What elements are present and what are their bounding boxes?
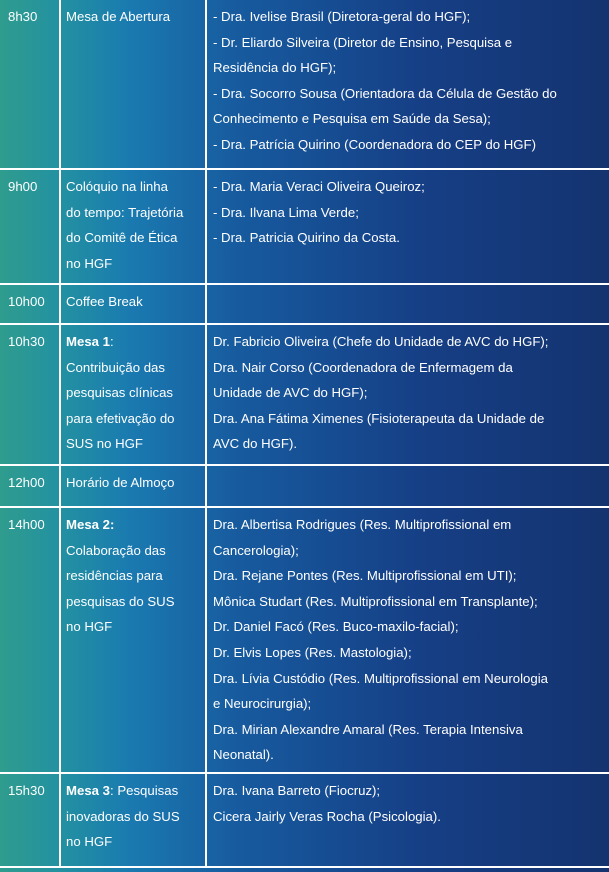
- session-title-text: Horário de Almoço: [66, 475, 175, 490]
- session-title-line: [66, 406, 202, 432]
- session-time: 14h00: [8, 517, 45, 532]
- session-title-text: pesquisas do SUS: [66, 593, 175, 609]
- session-participants: [206, 508, 609, 772]
- session-title: [60, 325, 206, 464]
- session-participants: [206, 0, 609, 168]
- session-title-line: [66, 470, 202, 496]
- session-title-text: do tempo: Trajetória: [66, 204, 184, 220]
- session-participants: [206, 325, 609, 464]
- session-title: [60, 774, 206, 866]
- row-divider: [0, 772, 609, 774]
- schedule-row: [0, 466, 609, 506]
- row-divider: [0, 168, 609, 170]
- column-divider-time: [59, 0, 61, 868]
- schedule-row: [0, 285, 609, 323]
- participant-line: - Dr. Eliardo Silveira (Diretor de Ensino, Pesquisa e: [213, 34, 513, 50]
- session-title-line: [66, 512, 202, 538]
- participant-line: Dra. Lívia Custódio (Res. Multiprofissional em Neurologia: [213, 670, 548, 686]
- session-title-line: [66, 4, 202, 30]
- participant-line: - Dra. Ivelise Brasil (Diretora-geral do HGF);: [213, 9, 471, 24]
- session-title-line: [66, 200, 202, 226]
- session-title-line: [66, 380, 202, 406]
- participant-line: - Dra. Patricia Quirino da Costa.: [213, 230, 400, 246]
- session-participants: [206, 170, 609, 283]
- schedule-row: [0, 325, 609, 464]
- session-participants: [206, 774, 609, 866]
- participant-line: e Neurocirurgia);: [213, 696, 312, 712]
- session-title-line: [66, 225, 202, 251]
- participant-line: Dra. Mirian Alexandre Amaral (Res. Terapia Intensiva: [213, 721, 523, 737]
- participant-line: Dr. Elvis Lopes (Res. Mastologia);: [213, 644, 412, 660]
- session-title-bold: Mesa 2:: [66, 517, 115, 532]
- session-title-bold: Mesa 3: [66, 783, 110, 798]
- session-title-text: Colaboração das: [66, 542, 166, 558]
- schedule-row: [0, 170, 609, 283]
- session-title-line: [66, 829, 202, 855]
- session-title-line: [66, 329, 202, 355]
- session-title-text: do Comitê de Ética: [66, 230, 178, 246]
- participant-line: - Dra. Maria Veraci Oliveira Queiroz;: [213, 179, 425, 194]
- row-divider: [0, 283, 609, 285]
- participant-line: Dra. Nair Corso (Coordenadora de Enfermagem da: [213, 359, 513, 375]
- session-title-text: Colóquio na linha: [66, 179, 168, 194]
- participant-line: - Dra. Ilvana Lima Verde;: [213, 204, 359, 220]
- session-title: [60, 0, 206, 168]
- participant-line: Dr. Fabricio Oliveira (Chefe do Unidade de AVC do HGF);: [213, 334, 549, 349]
- session-title-text: para efetivação do: [66, 410, 175, 426]
- session-title-line: [66, 538, 202, 564]
- session-title-text: no HGF: [66, 255, 113, 271]
- participant-line: Conhecimento e Pesquisa em Saúde da Sesa);: [213, 111, 491, 127]
- session-title-line: [66, 563, 202, 589]
- session-title: [60, 508, 206, 772]
- session-time: 9h00: [8, 179, 38, 194]
- schedule-row: [0, 0, 609, 168]
- session-title-text: :: [110, 334, 114, 349]
- participant-line: Mônica Studart (Res. Multiprofissional em Transplante);: [213, 593, 538, 609]
- participant-line: Neonatal).: [213, 747, 274, 763]
- row-divider: [0, 506, 609, 508]
- participant-line: Dra. Ana Fátima Ximenes (Fisioterapeuta da Unidade de: [213, 410, 545, 426]
- session-time: 8h30: [8, 9, 38, 24]
- schedule-row: [0, 774, 609, 866]
- session-title-text: no HGF: [66, 619, 113, 635]
- participant-line: Dra. Ivana Barreto (Fiocruz);: [213, 783, 381, 798]
- session-title-text: : Pesquisas: [110, 783, 179, 798]
- column-divider-title: [205, 0, 207, 868]
- session-title: [60, 285, 206, 323]
- row-divider: [0, 464, 609, 466]
- session-title-text: Mesa de Abertura: [66, 9, 171, 24]
- session-title-text: inovadoras do SUS: [66, 808, 180, 824]
- session-title-bold: Mesa 1: [66, 334, 110, 349]
- session-title: [60, 466, 206, 506]
- session-time: 15h30: [8, 783, 45, 798]
- session-title-text: no HGF: [66, 834, 113, 850]
- session-time: 12h00: [8, 475, 45, 490]
- session-title-line: [66, 778, 202, 804]
- session-title-line: [66, 174, 202, 200]
- table-bottom-border: [0, 866, 609, 868]
- session-title-line: [66, 251, 202, 277]
- participant-line: AVC do HGF).: [213, 436, 298, 452]
- participant-line: Cancerologia);: [213, 542, 299, 558]
- session-title-text: residências para: [66, 568, 163, 584]
- row-divider: [0, 323, 609, 325]
- participant-line: Residência do HGF);: [213, 60, 337, 76]
- session-title-line: [66, 589, 202, 615]
- session-title-line: [66, 431, 202, 457]
- session-participants: [206, 285, 609, 323]
- session-title-line: [66, 614, 202, 640]
- session-title-text: pesquisas clínicas: [66, 385, 174, 401]
- participant-line: Cicera Jairly Veras Rocha (Psicologia).: [213, 808, 441, 824]
- session-title-text: Coffee Break: [66, 294, 143, 309]
- participant-line: Dr. Daniel Facó (Res. Buco-maxilo-facial);: [213, 619, 459, 635]
- schedule-row: [0, 508, 609, 772]
- session-title-line: [66, 804, 202, 830]
- participant-line: - Dra. Patrícia Quirino (Coordenadora do CEP do HGF): [213, 136, 536, 152]
- session-participants: [206, 466, 609, 506]
- session-title-text: Contribuição das: [66, 359, 165, 375]
- session-title-line: [66, 355, 202, 381]
- session-time: 10h00: [8, 294, 45, 309]
- session-title-text: SUS no HGF: [66, 436, 143, 452]
- participant-line: - Dra. Socorro Sousa (Orientadora da Célula de Gestão do: [213, 85, 557, 101]
- participant-line: Unidade de AVC do HGF);: [213, 385, 368, 401]
- session-title-line: [66, 289, 202, 315]
- session-title: [60, 170, 206, 283]
- participant-line: Dra. Rejane Pontes (Res. Multiprofissional em UTI);: [213, 568, 517, 584]
- session-time: 10h30: [8, 334, 45, 349]
- participant-line: Dra. Albertisa Rodrigues (Res. Multiprofissional em: [213, 517, 512, 532]
